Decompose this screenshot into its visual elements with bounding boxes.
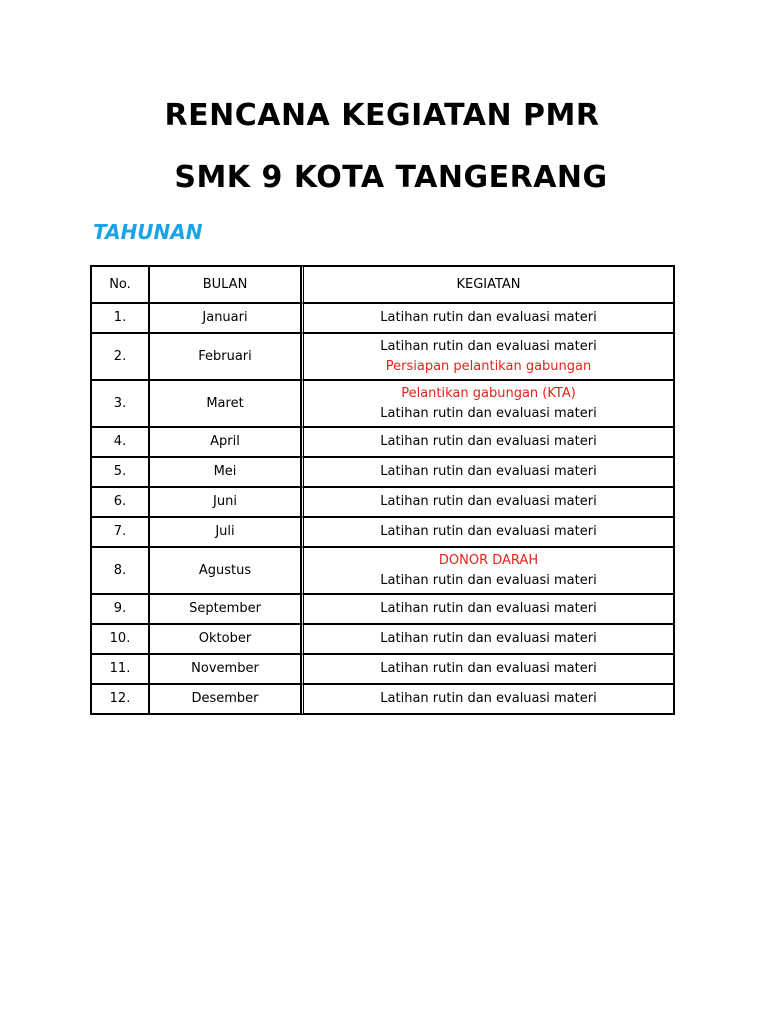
- activity-item: Latihan rutin dan evaluasi materi: [380, 494, 597, 509]
- row-month: Oktober: [149, 624, 301, 654]
- row-activities: [301, 303, 674, 333]
- activity-highlight: Persiapan pelantikan gabungan: [385, 358, 592, 374]
- row-number: 4.: [91, 427, 149, 457]
- row-month: Desember: [149, 684, 301, 714]
- activity-item: Latihan rutin dan evaluasi materi: [380, 661, 597, 676]
- activity-table: [90, 265, 675, 715]
- row-number: 8.: [91, 547, 149, 594]
- row-activities: [301, 547, 674, 594]
- row-activities: [301, 684, 674, 714]
- table-row: [91, 517, 674, 547]
- row-activities: [301, 457, 674, 487]
- activity-item: Latihan rutin dan evaluasi materi: [380, 310, 597, 325]
- row-month: Agustus: [149, 547, 301, 594]
- table-row: [91, 303, 674, 333]
- row-month: November: [149, 654, 301, 684]
- row-month: April: [149, 427, 301, 457]
- table-row: [91, 333, 674, 380]
- row-month: Januari: [149, 303, 301, 333]
- row-activities: [301, 654, 674, 684]
- activity-item: Latihan rutin dan evaluasi materi: [380, 601, 597, 616]
- activity-item: Latihan rutin dan evaluasi materi: [380, 338, 597, 354]
- header-activity: KEGIATAN: [301, 266, 674, 303]
- row-activities: [301, 380, 674, 427]
- activity-item: Latihan rutin dan evaluasi materi: [380, 434, 597, 449]
- row-number: 1.: [91, 303, 149, 333]
- row-month: Mei: [149, 457, 301, 487]
- row-activities: [301, 427, 674, 457]
- table-row: [91, 487, 674, 517]
- row-number: 3.: [91, 380, 149, 427]
- activity-item: Latihan rutin dan evaluasi materi: [380, 524, 597, 539]
- row-number: 9.: [91, 594, 149, 624]
- row-number: 7.: [91, 517, 149, 547]
- row-month: Juli: [149, 517, 301, 547]
- row-activities: [301, 594, 674, 624]
- table-row: [91, 624, 674, 654]
- section-label: TAHUNAN: [93, 220, 203, 244]
- table-row: [91, 684, 674, 714]
- row-month: Juni: [149, 487, 301, 517]
- table-row: [91, 427, 674, 457]
- row-number: 5.: [91, 457, 149, 487]
- school-name: SMK 9 KOTA TANGERANG: [174, 160, 608, 195]
- row-number: 12.: [91, 684, 149, 714]
- row-number: 11.: [91, 654, 149, 684]
- row-activities: [301, 624, 674, 654]
- row-number: 6.: [91, 487, 149, 517]
- row-number: 2.: [91, 333, 149, 380]
- row-month: Maret: [149, 380, 301, 427]
- row-number: 10.: [91, 624, 149, 654]
- document-title: RENCANA KEGIATAN PMR: [164, 98, 600, 133]
- activity-item: Latihan rutin dan evaluasi materi: [380, 464, 597, 479]
- activity-item: Latihan rutin dan evaluasi materi: [380, 405, 597, 421]
- table-row: [91, 654, 674, 684]
- table-row: [91, 547, 674, 594]
- activity-highlight: Pelantikan gabungan (KTA): [401, 385, 576, 401]
- table-header-row: [91, 266, 674, 303]
- activity-highlight: DONOR DARAH: [438, 552, 539, 568]
- activity-item: Latihan rutin dan evaluasi materi: [380, 691, 597, 706]
- row-month: September: [149, 594, 301, 624]
- row-activities: [301, 517, 674, 547]
- row-activities: [301, 487, 674, 517]
- activity-item: Latihan rutin dan evaluasi materi: [380, 572, 597, 588]
- row-activities: [301, 333, 674, 380]
- activity-item: Latihan rutin dan evaluasi materi: [380, 631, 597, 646]
- row-month: Februari: [149, 333, 301, 380]
- table-row: [91, 380, 674, 427]
- table-row: [91, 594, 674, 624]
- header-no: No.: [91, 266, 149, 303]
- header-month: BULAN: [149, 266, 301, 303]
- table-row: [91, 457, 674, 487]
